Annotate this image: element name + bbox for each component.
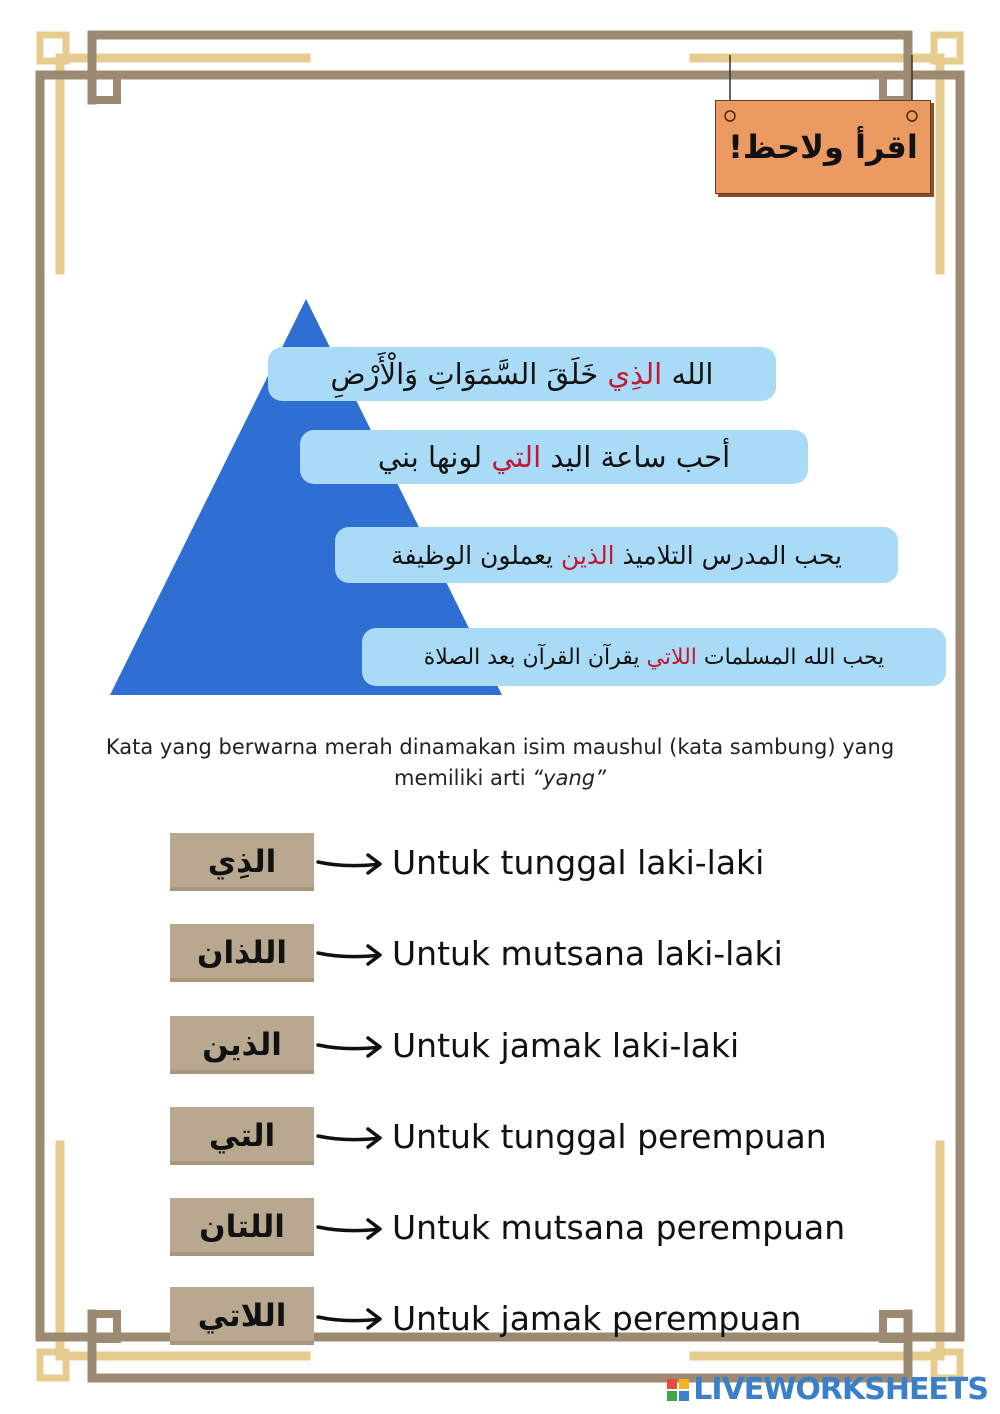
sentence-1 <box>268 347 776 401</box>
pronoun-meaning: Untuk tunggal perempuan <box>392 1117 827 1156</box>
sentence-text: يحب الله المسلمات اللاتي يقرآن القرآن بعد الصلاة <box>423 644 885 670</box>
sentence-text: الله الذِي خَلَقَ السَّمَوَاتِ وَالْأَرْضِ <box>330 357 714 391</box>
pronoun-tag: الذين <box>170 1016 314 1074</box>
sentence-text: يحب المدرس التلاميذ الذين يعملون الوظيفة <box>391 540 842 570</box>
pronoun-tag: اللذان <box>170 924 314 982</box>
pronoun-tag: اللتان <box>170 1198 314 1256</box>
isim-maushul-highlight: الذِي <box>607 357 663 391</box>
arrow-right-icon <box>316 1035 386 1059</box>
sentence-2 <box>300 430 808 484</box>
sign-title: اقرأ ولاحظ! <box>728 128 918 166</box>
pronoun-tag: اللاتي <box>170 1287 314 1345</box>
liveworksheets-logo-icon <box>667 1379 689 1401</box>
pronoun-meaning: Untuk mutsana laki-laki <box>392 934 783 973</box>
arrow-right-icon <box>316 1217 386 1241</box>
pronoun-tag: الذِي <box>170 833 314 891</box>
sentence-3 <box>335 527 898 583</box>
sentence-4 <box>362 628 946 686</box>
explanation-text: Kata yang berwarna merah dinamakan isim maushul (kata sambung) yang memiliki arti “yang” <box>105 735 895 790</box>
title-sign <box>715 100 931 194</box>
brand-text: LIVEWORKSHEETS <box>693 1372 988 1407</box>
arrow-right-icon <box>316 1126 386 1150</box>
pronoun-meaning: Untuk jamak perempuan <box>392 1299 802 1338</box>
pronoun-tag: التي <box>170 1107 314 1165</box>
pronoun-meaning: Untuk mutsana perempuan <box>392 1208 846 1247</box>
pronoun-meaning: Untuk tunggal laki-laki <box>392 843 765 882</box>
isim-maushul-highlight: التي <box>491 440 542 474</box>
arrow-right-icon <box>316 852 386 876</box>
pronoun-meaning: Untuk jamak laki-laki <box>392 1026 740 1065</box>
arrow-right-icon <box>316 943 386 967</box>
liveworksheets-brand[interactable] <box>667 1372 988 1407</box>
isim-maushul-highlight: اللاتي <box>646 644 697 670</box>
isim-maushul-highlight: الذين <box>560 540 615 570</box>
sentence-text: أحب ساعة اليد التي لونها بني <box>377 440 731 474</box>
arrow-right-icon <box>316 1307 386 1331</box>
